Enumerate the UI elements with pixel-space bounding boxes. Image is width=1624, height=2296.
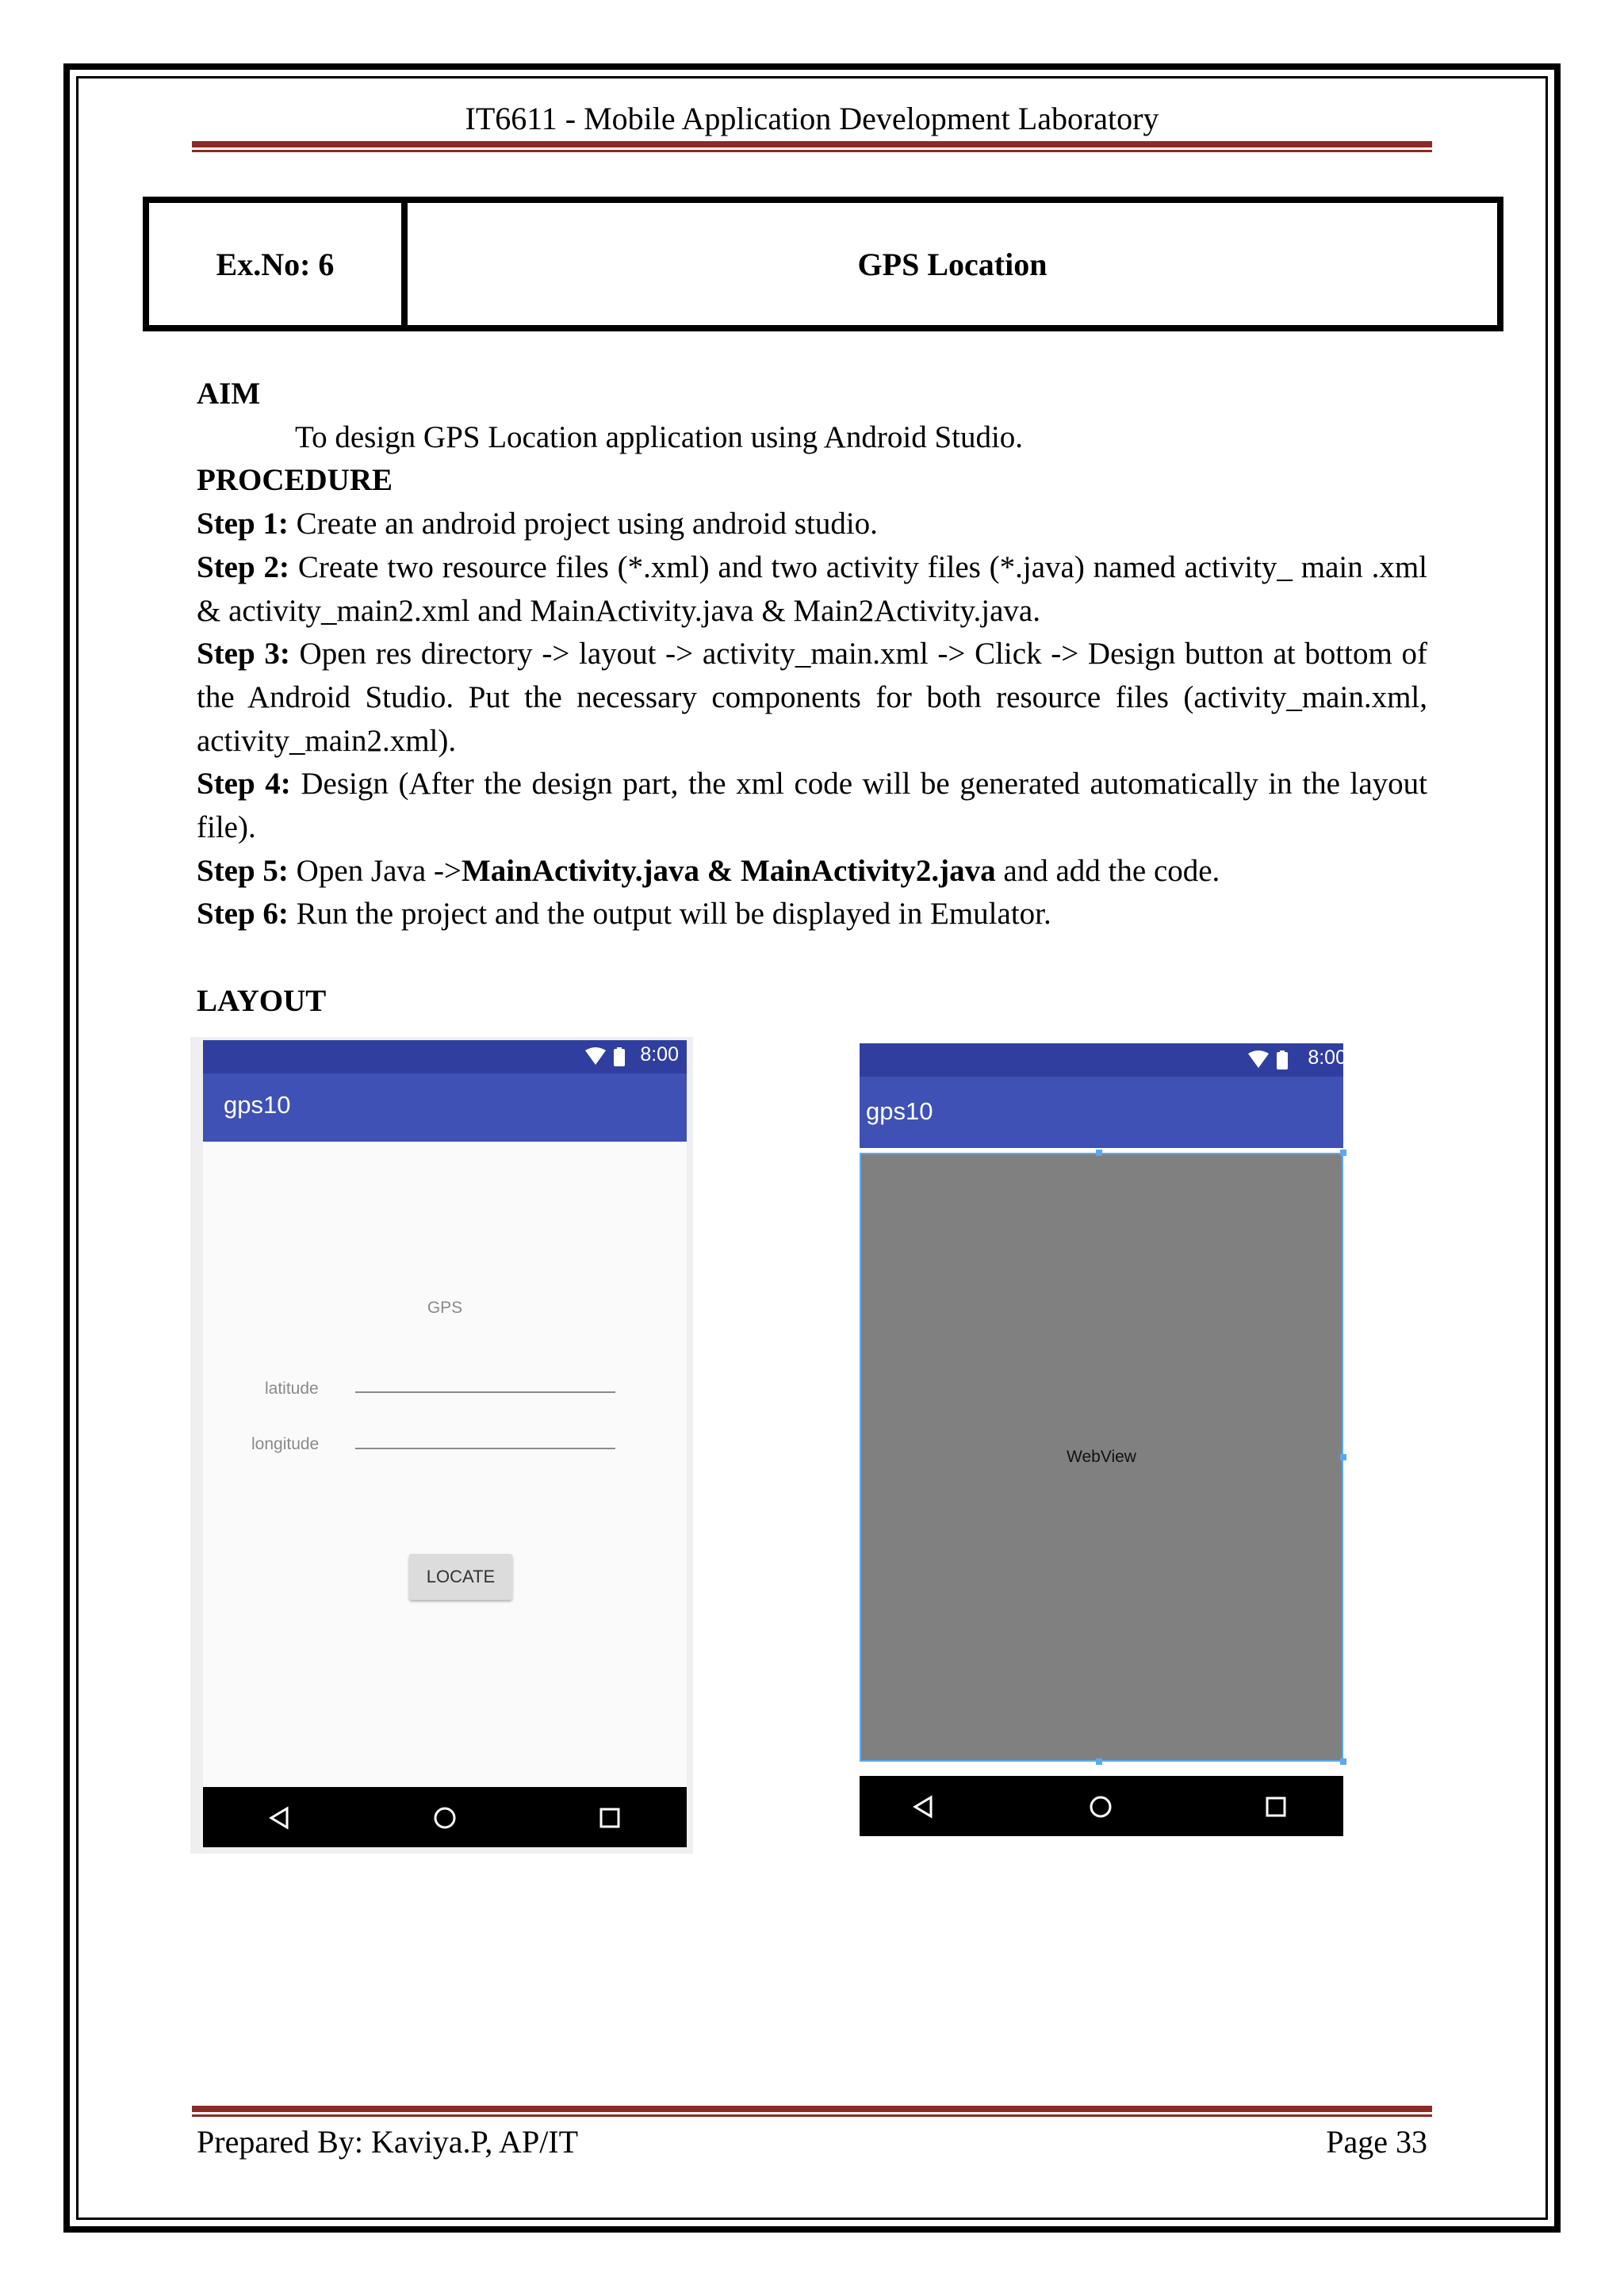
app-bar <box>860 1077 1343 1148</box>
document-body <box>197 373 1427 1024</box>
procedure-heading: PROCEDURE <box>197 463 393 498</box>
app-bar <box>203 1073 687 1142</box>
exercise-box-divider <box>401 203 408 325</box>
selection-handle-bottom-right[interactable] <box>1340 1758 1346 1765</box>
step-6: Step 6: Run the project and the output will be displayed in Emulator. <box>197 897 1051 932</box>
navigation-bar <box>203 1787 687 1847</box>
locate-button[interactable]: LOCATE <box>409 1554 512 1600</box>
status-bar <box>860 1043 1346 1077</box>
footer-page-number: Page 33 <box>1326 2124 1427 2160</box>
step-2: Step 2: Create two resource files (*.xml) and two activity files (*.java) named activity_ main .xml & activity_main2.xml and MainActivity.java & Main2Activity.java. <box>197 549 1427 628</box>
step-1: Step 1: Create an android project using android studio. <box>197 507 878 541</box>
back-icon[interactable] <box>912 1795 934 1819</box>
back-icon[interactable] <box>268 1806 290 1830</box>
wifi-battery-icon <box>584 1047 631 1068</box>
exercise-number: Ex.No: 6 <box>216 246 335 282</box>
recents-icon[interactable] <box>599 1808 620 1828</box>
app-title: gps10 <box>224 1091 291 1119</box>
footer-rule <box>192 2106 1432 2117</box>
layout-heading: LAYOUT <box>197 983 327 1018</box>
navigation-bar <box>860 1776 1343 1836</box>
latitude-input[interactable] <box>355 1391 615 1393</box>
selection-handle-bottom[interactable] <box>1096 1758 1102 1765</box>
step-5: Step 5: Open Java ->MainActivity.java & MainActivity2.java and add the code. <box>197 853 1220 888</box>
wifi-battery-icon <box>1247 1050 1294 1071</box>
exercise-title: GPS Location <box>857 246 1048 282</box>
phone-screenshot-main <box>190 1037 693 1854</box>
selection-handle-top-right[interactable] <box>1340 1150 1346 1156</box>
footer-prepared-by: Prepared By: Kaviya.P, AP/IT <box>197 2124 579 2160</box>
status-bar <box>203 1040 687 1073</box>
exercise-box <box>143 197 1503 331</box>
phone-screen <box>203 1040 687 1847</box>
webview-component[interactable] <box>860 1153 1343 1762</box>
status-time: 8:00 <box>640 1043 679 1066</box>
recents-icon[interactable] <box>1266 1797 1286 1817</box>
header-rule <box>192 141 1432 152</box>
longitude-input[interactable] <box>355 1448 615 1449</box>
status-time: 8:00 <box>1308 1047 1346 1069</box>
phone-screenshot-webview <box>858 1039 1346 1839</box>
selection-handle-top[interactable] <box>1096 1150 1102 1156</box>
step-4: Step 4: Design (After the design part, the xml code will be generated automatically in the layout file). <box>197 767 1427 845</box>
home-icon[interactable] <box>433 1806 457 1830</box>
aim-text: To design GPS Location application using Android Studio. <box>295 419 1024 454</box>
longitude-label: longitude <box>251 1435 320 1453</box>
gps-label: GPS <box>427 1299 463 1317</box>
header-title: IT6611 - Mobile Application Development Laboratory <box>465 101 1159 136</box>
home-icon[interactable] <box>1089 1795 1113 1819</box>
selection-handle-right[interactable] <box>1340 1454 1346 1460</box>
step-3: Step 3: Open res directory -> layout -> activity_main.xml -> Click -> Design button at bottom of the Android Studio. Put the necessary components for both resource files (activity_main.xml, activity_main2.xml). <box>197 637 1427 758</box>
latitude-label: latitude <box>265 1380 319 1398</box>
app-title: gps10 <box>866 1097 933 1125</box>
webview-label: WebView <box>1067 1448 1136 1466</box>
aim-heading: AIM <box>197 377 261 411</box>
